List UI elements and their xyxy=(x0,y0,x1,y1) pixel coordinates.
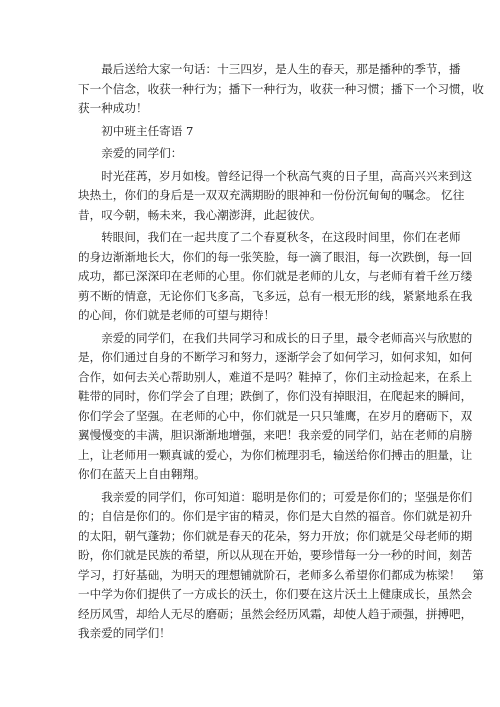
text-line: 经历风雪，却给人无尽的磨砺；虽然会经历风霜，却使人趋于顽强，拼搏吧， xyxy=(78,606,473,621)
text-line: 一中学为你们提供了一方成长的沃土，你们要在这片沃土上健康成长，虽然会 xyxy=(78,587,473,601)
document-body xyxy=(78,60,484,644)
body-paragraph-1 xyxy=(78,167,473,226)
text-line: 转眼间，我们在一起共度了二个春夏秋冬，在这段时间里，你们在老师 xyxy=(78,230,461,244)
text-line: 你们学会了坚强。在老师的心中，你们就是一只只雏鹰，在岁月的磨砺下，双 xyxy=(78,408,473,423)
closing-remark-paragraph xyxy=(78,60,484,119)
text-line: 亲爱的同学们，在我们共同学习和成长的日子里，最令老师高兴与欣慰的 xyxy=(78,330,473,345)
text-line: 翼慢慢变的丰满，胆识渐渐地增强，来吧！我亲爱的同学们，站在老师的肩膀 xyxy=(78,428,473,442)
text-line: 是，你们通过自身的不断学习和努力，逐渐学会了如何学习，如何求知，如何 xyxy=(78,350,473,364)
text-line: 我亲爱的同学们！ xyxy=(78,626,171,640)
salutation xyxy=(78,144,426,164)
text-line: 时光荏苒，岁月如梭。曾经记得一个秋高气爽的日子里，高高兴兴来到这 xyxy=(78,168,473,183)
text-line: 我亲爱的同学们，你可知道：聪明是你们的；可爱是你们的；坚强是你们 xyxy=(78,489,473,504)
text-line: 盼，你们就是民族的希望，所以从现在开始，要珍惜每一分一秒的时间，刻苦 xyxy=(78,548,473,562)
text-line: 上，让老师用一颗真诚的爱心，为你们梳理羽毛，输送给你们搏击的胆量，让 xyxy=(78,447,473,462)
section-heading xyxy=(78,122,426,142)
body-paragraph-2 xyxy=(78,228,473,326)
text-line: 鞋带的同时，你们学会了自理；跌倒了，你们没有掉眼泪，在爬起来的瞬间， xyxy=(78,389,473,403)
text-line: 获一种成功！ xyxy=(78,101,148,115)
text-line: 块热土，你们的身后是一双双充满期盼的眼神和一份份沉甸甸的嘱念。 忆往 xyxy=(78,188,465,202)
body-paragraph-3 xyxy=(78,329,473,485)
text-line: 的心间，你们就是老师的可望与期待！ xyxy=(78,308,276,322)
body-paragraph-4 xyxy=(78,488,484,644)
text-line: 合作，如何去关心帮助别人，难道不是吗？鞋掉了，你们主动捡起来，在系上 xyxy=(78,369,473,384)
text-line: 的身边渐渐地长大，你们的每一张笑脸，每一滴了眼泪，每一次跌倒，每一回 xyxy=(78,249,473,264)
text-line: 成功，都已深深印在老师的心里。你们就是老师的儿女，与老师有着千丝万缕 xyxy=(78,269,473,283)
salutation-text: 亲爱的同学们： xyxy=(78,146,183,160)
text-line: 剪不断的情意，无论你们飞多高，飞多远，总有一根无形的线，紧紧地系在我 xyxy=(78,288,473,303)
text-line: 学习，打好基础，为明天的理想铺就阶石，老师多么希望你们都成为栋梁！ 第 xyxy=(78,567,484,582)
text-line: 最后送给大家一句话：十三四岁，是人生的春天，那是播种的季节，播 xyxy=(78,62,461,76)
text-line: 你们在蓝天上自由翱翔。 xyxy=(78,467,206,481)
heading-text: 初中班主任寄语 7 xyxy=(78,123,194,138)
text-line: 的太阳，朝气蓬勃；你们就是春天的花朵，努力开放；你们就是父母老师的期 xyxy=(78,528,473,543)
text-line: 下一个信念，收获一种行为；播下一种行为，收获一种习惯；播下一个习惯，收 xyxy=(78,81,484,96)
text-line: 昔，叹今朝，畅未来，我心潮澎湃，此起彼伏。 xyxy=(78,207,322,222)
text-line: 的；自信是你们的。你们是宇宙的精灵，你们是大自然的福音。你们就是初升 xyxy=(78,509,473,523)
